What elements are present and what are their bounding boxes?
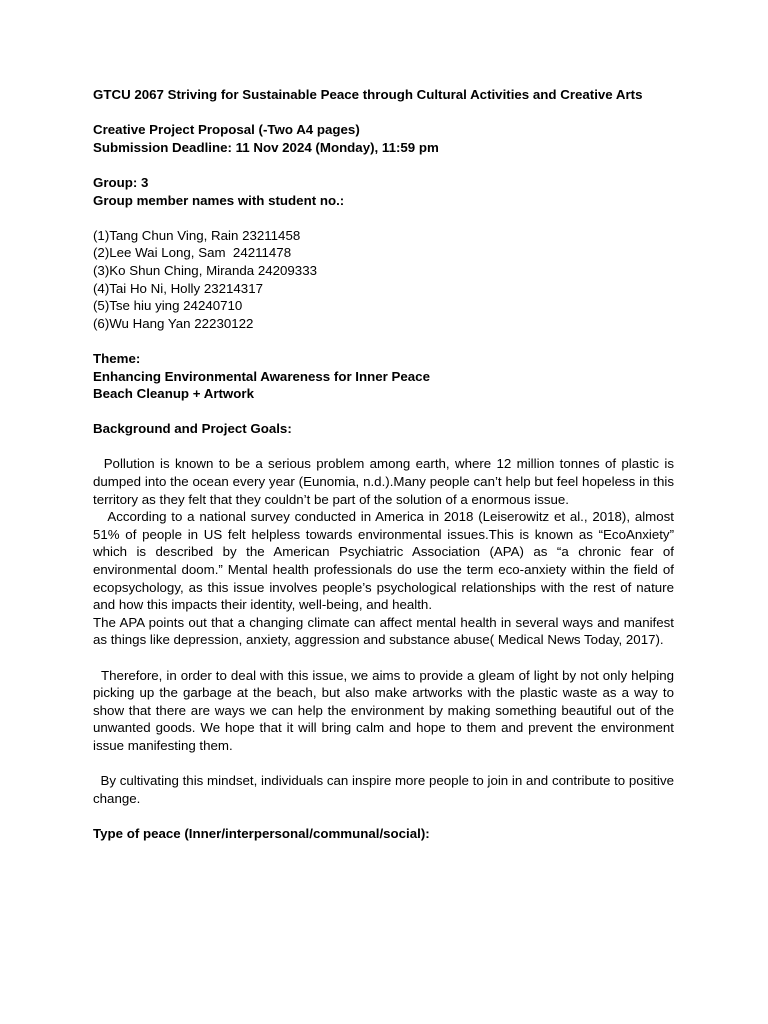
theme-section	[93, 350, 674, 403]
paragraph: Pollution is known to be a serious problem among earth, where 12 million tonnes of plastic is dumped into the ocean every year (Eunomia, n.d.).Many people can’t help but feel hopeless in this territory as they felt that they couldn’t be part of the solution of a enormous issue.	[93, 456, 678, 507]
paragraph: According to a national survey conducted in America in 2018 (Leiserowitz et al., 2018), almost 51% of people in US felt helpless towards environmental issues.This is known as “EcoAnxiety” which is described by the American Psychiatric Association (APA) as “a chronic fear of environmental doom.” Mental health professionals do use the term eco-anxiety within the field of ecopsychology, as this issue involves people’s psychological relationships with the rest of nature and how this impacts their identity, well-being, and health.	[93, 509, 678, 613]
theme-title: Enhancing Environmental Awareness for Inner Peace	[93, 368, 430, 384]
member-item: (1)Tang Chun Ving, Rain 23211458	[93, 227, 301, 243]
group-header	[93, 174, 674, 209]
member-list	[93, 227, 674, 333]
spacer	[93, 807, 674, 825]
background-heading: Background and Project Goals:	[93, 421, 292, 437]
member-item: (6)Wu Hang Yan 22230122	[93, 315, 254, 331]
document-page	[93, 86, 678, 843]
member-item: (3)Ko Shun Ching, Miranda 24209333	[93, 262, 317, 278]
paragraph: Therefore, in order to deal with this issue, we aims to provide a gleam of light by not only helping picking up the garbage at the beach, but also make artworks with the plastic waste as a way to show that there are ways we can help the environment by making something beautiful out of the unwanted goods. We hope that it will bring calm and hope to them and prevent the environment issue manifesting them.	[93, 667, 678, 753]
proposal-title: Creative Project Proposal (-Two A4 pages)	[93, 122, 360, 138]
course-title: GTCU 2067 Striving for Sustainable Peace through Cultural Activities and Creative Arts	[93, 87, 643, 102]
peace-type-heading: Type of peace (Inner/interpersonal/communal/social):	[93, 825, 430, 841]
paragraph: By cultivating this mindset, individuals can inspire more people to join in and contribute to positive change.	[93, 773, 678, 806]
spacer	[93, 649, 674, 667]
paragraph: The APA points out that a changing climate can affect mental health in several ways and manifest as things like depression, anxiety, aggression and substance abuse( Medical News Today, 2017).	[93, 614, 678, 648]
member-item: (5)Tse hiu ying 24240710	[93, 298, 243, 314]
members-heading: Group member names with student no.:	[93, 192, 345, 208]
submission-deadline: Submission Deadline: 11 Nov 2024 (Monday), 11:59 pm	[93, 139, 439, 155]
theme-subtitle: Beach Cleanup + Artwork	[93, 386, 254, 402]
group-number: Group: 3	[93, 174, 149, 190]
spacer	[93, 755, 674, 773]
theme-heading: Theme:	[93, 350, 141, 366]
member-item: (2)Lee Wai Long, Sam 24211478	[93, 245, 292, 261]
member-item: (4)Tai Ho Ni, Holly 23214317	[93, 280, 263, 296]
proposal-header	[93, 121, 674, 156]
